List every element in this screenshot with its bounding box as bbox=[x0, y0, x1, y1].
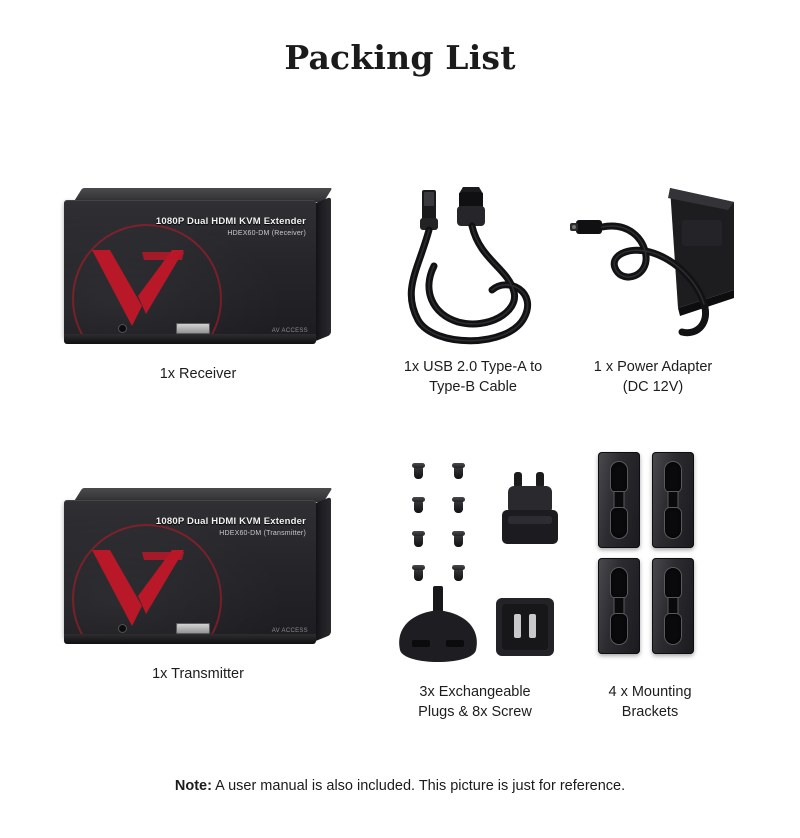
device-label: 1080P Dual HDMI KVM Extender bbox=[155, 216, 306, 227]
footer-note-text: A user manual is also included. This picture is just for reference. bbox=[211, 778, 626, 794]
mounting-brackets-image bbox=[590, 448, 710, 678]
plugs-caption-line1: 3x Exchangeable bbox=[419, 684, 531, 700]
device-bottom-lip bbox=[64, 634, 316, 644]
bracket-slot bbox=[615, 598, 624, 614]
usb-cable-caption-line1: 1x USB 2.0 Type-A to bbox=[403, 359, 543, 375]
mounting-bracket bbox=[598, 558, 640, 654]
item-transmitter bbox=[58, 478, 338, 684]
transmitter-caption: 1x Transmitter bbox=[152, 666, 244, 682]
screw bbox=[454, 466, 463, 479]
uk-plug-icon bbox=[392, 584, 484, 670]
bracket-hole bbox=[665, 508, 681, 538]
device-silkscreen: AV ACCESS bbox=[271, 328, 308, 334]
bracket-slot bbox=[669, 598, 678, 614]
bracket-hole bbox=[611, 614, 627, 644]
device-side-face bbox=[315, 197, 331, 341]
us-plug-icon bbox=[490, 592, 560, 666]
bracket-slot bbox=[615, 492, 624, 508]
item-receiver bbox=[58, 178, 338, 384]
receiver-image bbox=[58, 178, 338, 358]
screw bbox=[454, 568, 463, 581]
bracket-hole bbox=[611, 508, 627, 538]
usb-cable-image bbox=[388, 180, 558, 355]
device-bottom-lip bbox=[64, 334, 316, 344]
brackets-caption-line1: 4 x Mounting bbox=[608, 684, 692, 700]
item-usb-cable bbox=[388, 180, 558, 397]
bracket-hole bbox=[611, 568, 627, 598]
device-front-face bbox=[64, 500, 316, 638]
screw bbox=[414, 534, 423, 547]
transmitter-image bbox=[58, 478, 338, 658]
device-model: HDEX60-DM (Transmitter) bbox=[219, 530, 306, 537]
power-jack bbox=[118, 324, 127, 333]
screw bbox=[414, 466, 423, 479]
receiver-caption: 1x Receiver bbox=[159, 366, 237, 382]
power-adapter-icon bbox=[558, 180, 748, 355]
bracket-hole bbox=[665, 614, 681, 644]
screw bbox=[454, 534, 463, 547]
plugs-screws-image bbox=[380, 448, 570, 678]
usb-cable-caption-line2: Type-B Cable bbox=[429, 379, 517, 395]
mounting-bracket bbox=[598, 452, 640, 548]
device-silkscreen: AV ACCESS bbox=[271, 628, 308, 634]
bracket-hole bbox=[611, 462, 627, 492]
plugs-caption-line2: Plugs & 8x Screw bbox=[418, 704, 532, 720]
eu-plug-icon bbox=[498, 470, 564, 556]
page-title: Packing List bbox=[284, 38, 516, 77]
power-adapter-image bbox=[558, 180, 748, 355]
item-mounting-brackets bbox=[590, 448, 710, 722]
screw bbox=[414, 568, 423, 581]
power-adapter-caption-line2: (DC 12V) bbox=[622, 379, 684, 395]
device-front-face bbox=[64, 200, 316, 338]
device-model: HDEX60-DM (Receiver) bbox=[227, 230, 306, 237]
screw bbox=[454, 500, 463, 513]
usb-cable-icon bbox=[388, 180, 558, 355]
device-side-face bbox=[315, 497, 331, 641]
mounting-bracket bbox=[652, 558, 694, 654]
hdmi-port bbox=[176, 323, 210, 334]
bracket-slot bbox=[669, 492, 678, 508]
item-power-adapter bbox=[558, 180, 748, 397]
hdmi-port bbox=[176, 623, 210, 634]
bracket-hole bbox=[665, 568, 681, 598]
footer-note bbox=[0, 778, 800, 794]
brackets-caption-line2: Brackets bbox=[621, 704, 679, 720]
bracket-hole bbox=[665, 462, 681, 492]
screw bbox=[414, 500, 423, 513]
item-plugs-screws bbox=[380, 448, 570, 722]
mounting-bracket bbox=[652, 452, 694, 548]
device-label: 1080P Dual HDMI KVM Extender bbox=[155, 516, 306, 527]
footer-note-label: Note: bbox=[174, 778, 212, 794]
power-adapter-caption-line1: 1 x Power Adapter bbox=[593, 359, 713, 375]
power-jack bbox=[118, 624, 127, 633]
